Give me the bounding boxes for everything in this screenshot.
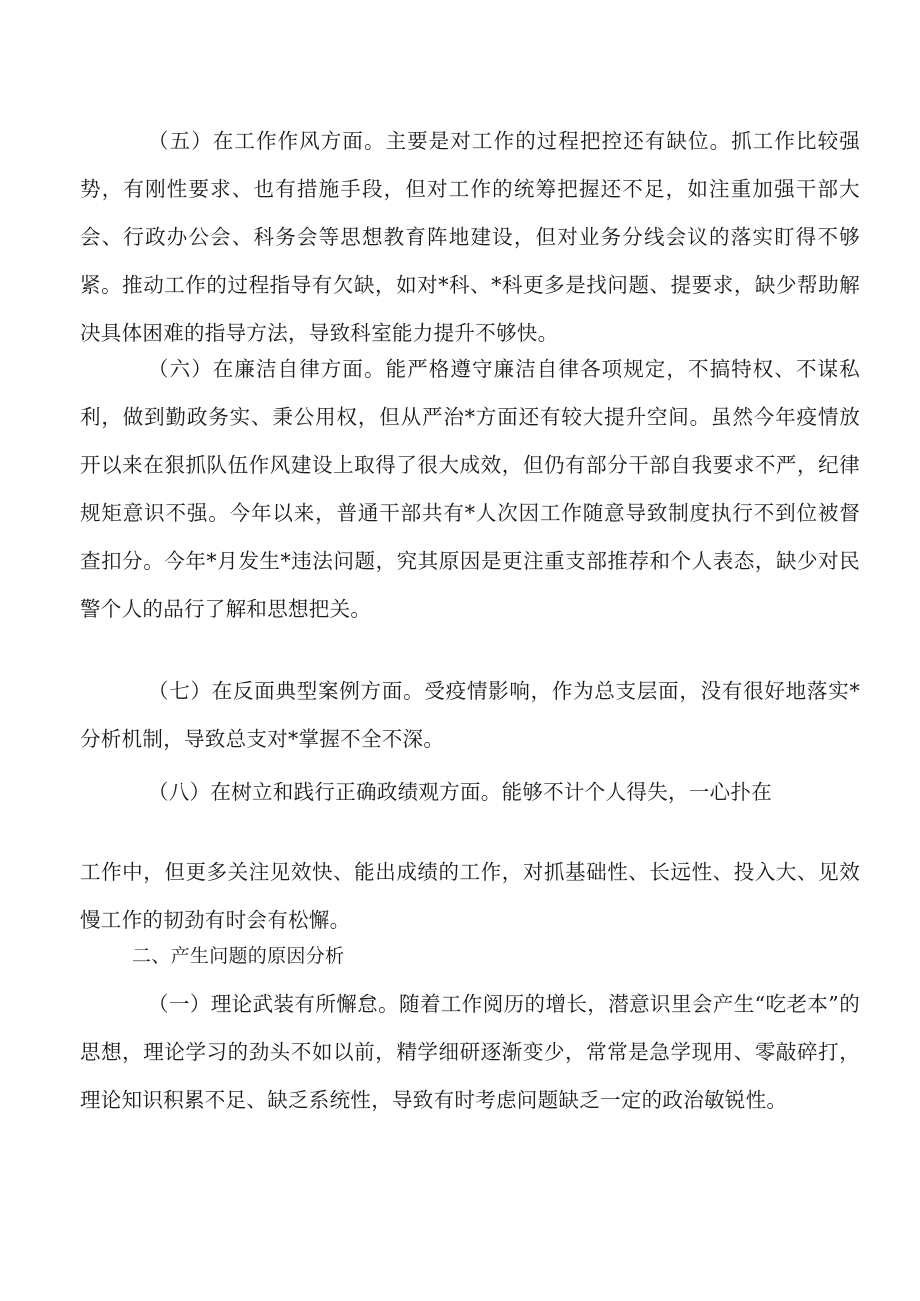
paragraph-performance-view-start: （八）在树立和践行正确政绩观方面。能够不计个人得失，一心扑在: [148, 780, 772, 804]
paragraph-performance-view-continued: 工作中，但更多关注见效快、能出成绩的工作，对抓基础性、长远性、投入大、见效慢工作的韧劲有时会有松懈。: [80, 860, 860, 932]
paragraph-integrity: （六）在廉洁自律方面。能严格遵守廉洁自律各项规定，不搞特权、不谋私利，做到勤政务实、秉公用权，但从严治*方面还有较大提升空间。虽然今年疫情放开以来在狠抓队伍作风建设上取得了很大成效，但仍有部分干部自我要求不严，纪律规矩意识不强。今年以来，普通干部共有*人次因工作随意导致制度执行不到位被督查扣分。今年*月发生*违法问题，究其原因是更注重支部推荐和个人表态，缺少对民警个人的品行了解和思想把关。: [80, 357, 860, 621]
paragraph-negative-cases: （七）在反面典型案例方面。受疫情影响，作为总支层面，没有很好地落实*分析机制，导致总支对*掌握不全不深。: [80, 679, 860, 751]
paragraph-work-style: （五）在工作作风方面。主要是对工作的过程把控还有缺位。抓工作比较强势，有刚性要求、也有措施手段，但对工作的统筹把握还不足，如注重加强干部大会、行政办公会、科务会等思想教育阵地建设，但对业务分线会议的落实盯得不够紧。推动工作的过程指导有欠缺，如对*科、*科更多是找问题、提要求，缺少帮助解决具体困难的指导方法，导致科室能力提升不够快。: [80, 129, 860, 345]
paragraph-theory-study: （一）理论武装有所懈怠。随着工作阅历的增长，潜意识里会产生“吃老本”的思想，理论学习的劲头不如以前，精学细研逐渐变少，常常是急学现用、零敲碎打，理论知识积累不足、缺乏系统性，导致有时考虑问题缺乏一定的政治敏锐性。: [80, 992, 860, 1112]
section-heading-cause-analysis: 二、产生问题的原因分析: [132, 945, 345, 967]
